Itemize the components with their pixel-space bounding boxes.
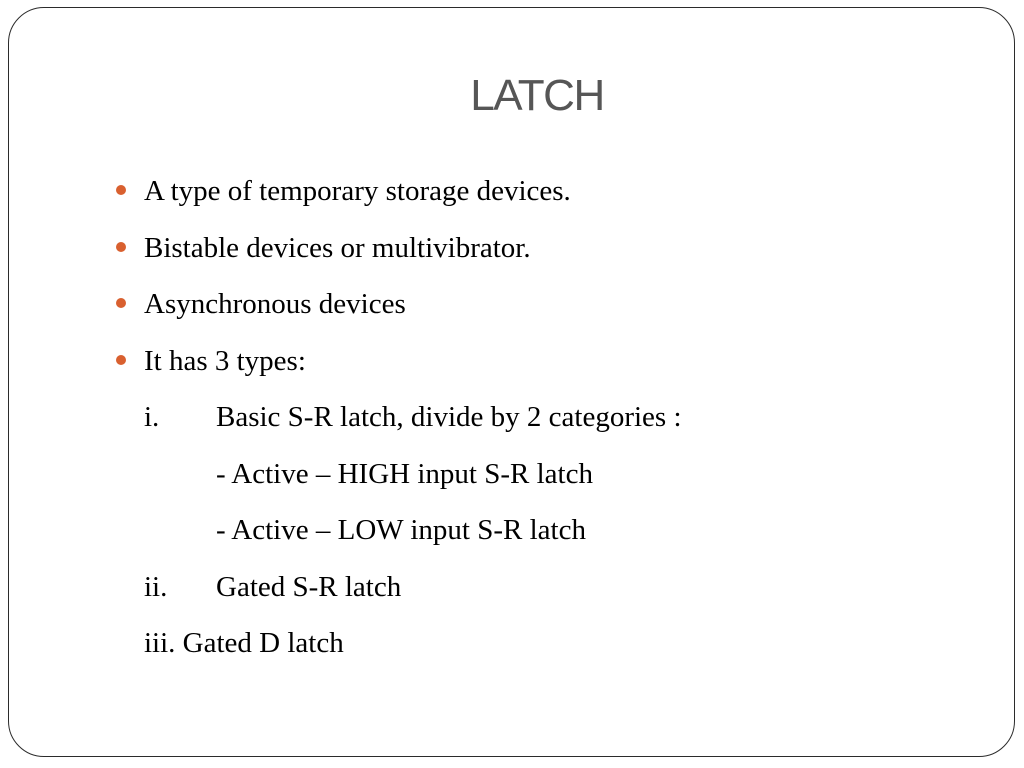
numbered-text: iii. Gated D latch bbox=[144, 627, 344, 659]
bullet-text: Bistable devices or multivibrator. bbox=[144, 231, 531, 264]
numbered-text: Basic S-R latch, divide by 2 categories : bbox=[216, 401, 682, 433]
bullet-dot-icon bbox=[116, 355, 126, 365]
numbered-text: Gated S-R latch bbox=[216, 570, 402, 603]
bullet-dot-icon bbox=[116, 242, 126, 252]
numbered-item bbox=[116, 615, 976, 672]
numbered-marker: i. bbox=[144, 401, 160, 433]
bullet-text: It has 3 types: bbox=[144, 344, 306, 377]
numbered-item bbox=[116, 559, 976, 616]
bullet-dot-icon bbox=[116, 185, 126, 195]
slide-content bbox=[116, 163, 976, 672]
bullet-item bbox=[116, 333, 976, 390]
sub-item bbox=[116, 502, 976, 559]
sub-item bbox=[116, 446, 976, 503]
bullet-item bbox=[116, 220, 976, 277]
slide-title: LATCH bbox=[470, 71, 604, 120]
bullet-item bbox=[116, 163, 976, 220]
bullet-dot-icon bbox=[116, 298, 126, 308]
sub-item-text: - Active – HIGH input S-R latch bbox=[216, 457, 593, 490]
bullet-item bbox=[116, 276, 976, 333]
numbered-marker: ii. bbox=[144, 570, 168, 603]
bullet-text: A type of temporary storage devices. bbox=[144, 175, 571, 207]
numbered-item bbox=[116, 389, 976, 446]
sub-item-text: - Active – LOW input S-R latch bbox=[216, 514, 586, 546]
bullet-text: Asynchronous devices bbox=[144, 288, 406, 320]
